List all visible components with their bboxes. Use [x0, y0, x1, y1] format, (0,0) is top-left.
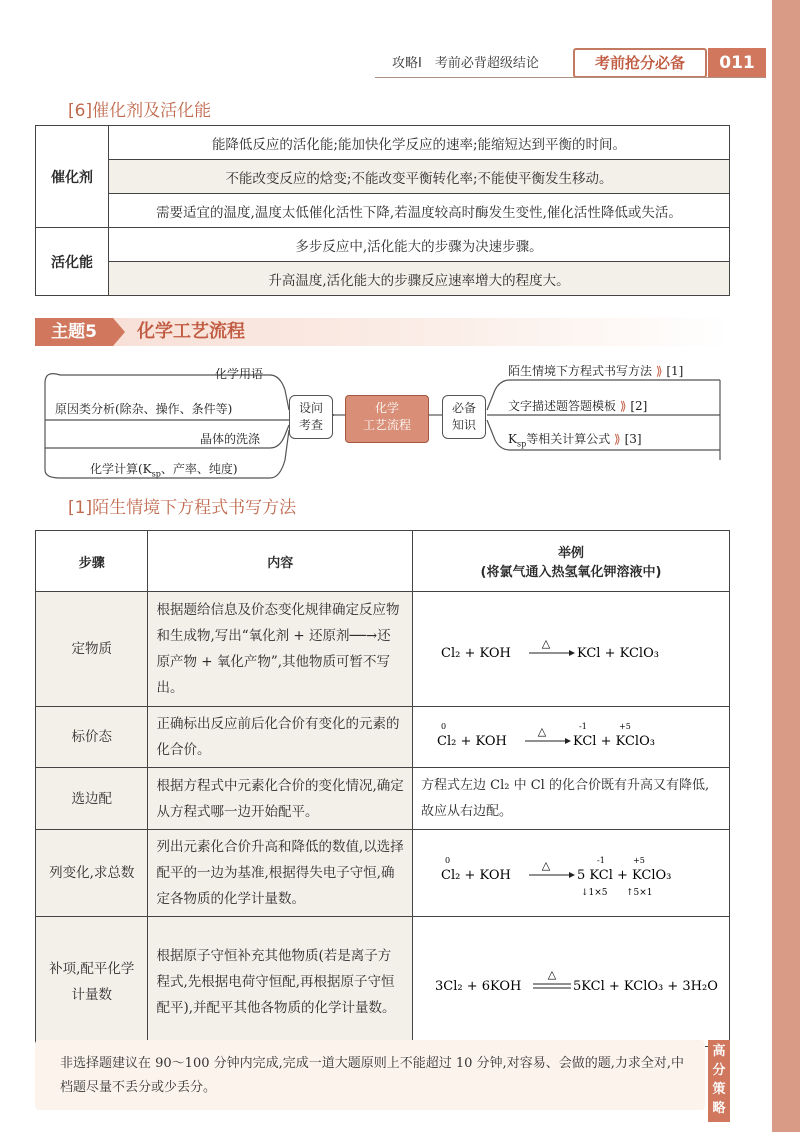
step-example-equation	[413, 592, 730, 707]
svg-text:KCl + KClO₃: KCl + KClO₃	[573, 734, 655, 749]
step-content: 根据原子守恒补充其他物质(若是离子方程式,先根据电荷守恒配,再根据原子守恒配平),并配平其他各物质的化学计量数。	[148, 917, 413, 1047]
section-heading-catalyst: [6]催化剂及活化能	[68, 101, 212, 121]
svg-text:△: △	[541, 859, 551, 872]
svg-text:Cl₂ + KOH: Cl₂ + KOH	[441, 868, 511, 883]
mindmap-question-box: 设问 考查	[289, 395, 333, 439]
mindmap-right-item: 陌生情境下方程式书写方法 ⟫ [1]	[508, 364, 684, 378]
svg-text:5 KCl + KClO₃: 5 KCl + KClO₃	[577, 868, 672, 883]
header-badge: 考前抢分必备	[573, 48, 707, 78]
footer-tip-text: 非选择题建议在 90～100 分钟内完成,完成一道大题原则上不能超过 10 分钟,对容易、会做的题,力求全对,中档题尽量不丢分或少丢分。	[60, 1056, 684, 1095]
svg-text:0: 0	[445, 856, 451, 865]
step-label: 补项,配平化学计量数	[36, 917, 148, 1047]
step-example-equation	[413, 707, 730, 768]
svg-text:-1: -1	[597, 856, 605, 865]
svg-text:+5: +5	[633, 856, 645, 865]
mindmap-left-item: 晶体的洗涤	[200, 432, 261, 446]
activation-item: 多步反应中,活化能大的步骤为决速步骤。	[109, 228, 730, 262]
activation-item: 升高温度,活化能大的步骤反应速率增大的程度大。	[109, 262, 730, 296]
step-label: 选边配	[36, 768, 148, 830]
catalyst-item: 需要适宜的温度,温度太低催化活性下降,若温度较高时酶发生变性,催化活性降低或失活。	[109, 194, 730, 228]
svg-text:0: 0	[441, 722, 447, 731]
svg-text:Cl₂ + KOH: Cl₂ + KOH	[441, 646, 511, 661]
header-guide-title: 攻略Ⅰ 考前必背超级结论	[392, 56, 539, 71]
step-content: 列出元素化合价升高和降低的数值,以选择配平的一边为基准,根据得失电子守恒,确定各物质的化学计量数。	[148, 830, 413, 917]
step-example-text: 方程式左边 Cl₂ 中 Cl 的化合价既有升高又有降低,故应从右边配。	[413, 768, 730, 830]
svg-text:KCl + KClO₃: KCl + KClO₃	[577, 646, 659, 661]
row-label-catalyst: 催化剂	[36, 126, 109, 228]
svg-text:-1: -1	[579, 722, 587, 731]
svg-text:Cl₂ + KOH: Cl₂ + KOH	[437, 734, 507, 749]
theme-title: 化学工艺流程	[137, 321, 245, 342]
header-step: 步骤	[36, 531, 148, 592]
header-example: 举例 (将氯气通入热氢氧化钾溶液中)	[413, 531, 730, 592]
footer-side-tag: 高分策略	[708, 1040, 730, 1122]
section-heading-equation: [1]陌生情境下方程式书写方法	[68, 498, 297, 518]
equation-method-table	[35, 530, 730, 1047]
mindmap-left-item: 化学用语	[215, 367, 264, 381]
svg-text:3Cl₂ + 6KOH: 3Cl₂ + 6KOH	[435, 978, 522, 994]
page-number: 011	[708, 48, 766, 78]
svg-text:△: △	[541, 637, 551, 650]
step-content: 根据方程式中元素化合价的变化情况,确定从方程式哪一边开始配平。	[148, 768, 413, 830]
svg-text:5KCl + KClO₃ + 3H₂O: 5KCl + KClO₃ + 3H₂O	[573, 978, 718, 994]
mindmap-right-item: $K_{sp}$等相关计算公式 ⟫ [3]	[508, 432, 642, 449]
svg-text:△: △	[547, 967, 557, 981]
mindmap-center: 化学 工艺流程	[345, 395, 429, 443]
mindmap-left-item: 原因类分析(除杂、操作、条件等)	[55, 402, 233, 416]
step-label: 标价态	[36, 707, 148, 768]
svg-text:+5: +5	[619, 722, 631, 731]
svg-text:↓1×5: ↓1×5	[581, 888, 608, 898]
catalyst-item: 能降低反应的活化能;能加快化学反应的速率;能缩短达到平衡的时间。	[109, 126, 730, 160]
header-content: 内容	[148, 531, 413, 592]
svg-text:↑5×1: ↑5×1	[626, 888, 653, 898]
row-label-activation-energy: 活化能	[36, 228, 109, 296]
mindmap-right-item: 文字描述题答题模板 ⟫ [2]	[508, 399, 648, 413]
step-label: 列变化,求总数	[36, 830, 148, 917]
catalyst-item: 不能改变反应的焓变;不能改变平衡转化率;不能使平衡发生移动。	[109, 160, 730, 194]
step-content: 根据题给信息及价态变化规律确定反应物和生成物,写出“氧化剂 + 还原剂──→还原产物 + 氧化产物”,其他物质可暂不写出。	[148, 592, 413, 707]
step-example-equation	[413, 917, 730, 1047]
svg-text:△: △	[537, 725, 547, 738]
theme-tag: 主题5	[35, 318, 113, 346]
step-label: 定物质	[36, 592, 148, 707]
step-content: 正确标出反应前后化合价有变化的元素的化合价。	[148, 707, 413, 768]
mindmap-knowledge-box: 必备 知识	[442, 395, 486, 439]
mindmap-left-item: 化学计算($K_{sp}$、产率、纯度)	[90, 462, 238, 479]
step-example-equation	[413, 830, 730, 917]
